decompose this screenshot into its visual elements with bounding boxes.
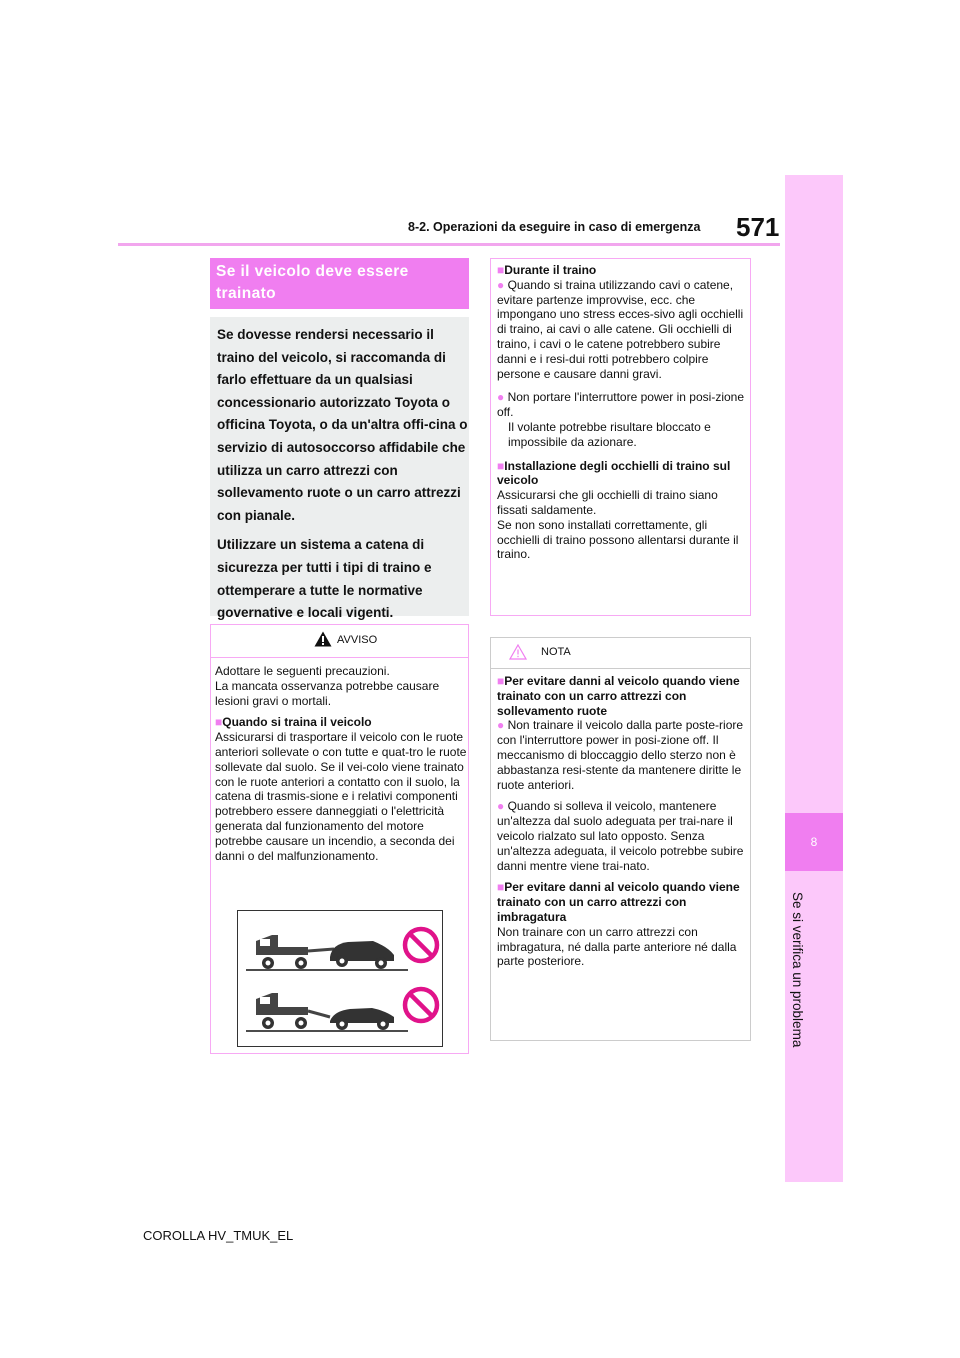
warning-header	[211, 625, 468, 658]
round-bullet-icon: ●	[497, 390, 505, 405]
warning-intro-2: La mancata osservanza potrebbe causare lesioni gravi o mortali.	[215, 678, 440, 708]
square-bullet-icon: ■	[497, 674, 505, 688]
towing-eyelet-subtitle: Installazione degli occhielli di traino sul veicolo	[497, 458, 731, 488]
section-title: 8-2. Operazioni da eseguire in caso di emergenza	[408, 220, 701, 234]
towing-bullet: Non portare l'interruttore power in posi-zione off.	[497, 390, 745, 420]
header-divider	[118, 243, 780, 246]
square-bullet-icon: ■	[497, 880, 505, 895]
tow-truck-prohibited-icon	[238, 911, 442, 1046]
towing-eyelet-text: Assicurarsi che gli occhielli di traino siano fissati saldamente.	[497, 488, 718, 517]
warning-text: Assicurarsi di trasportare il veicolo con le ruote anteriori sollevate o con tutte e quat-tro le ruote sollevate dal suolo. Se il vei-colo viene trainato con le ruote anteriori a contatto con il suolo, la catena di trasmis-sione e i relativi componenti potrebbero essere danneggiati o l'elettricità generata dal funzionamento del motore potrebbe causare un incendio, a seconda dei danni o del malfunzionamento.	[215, 730, 467, 863]
square-bullet-icon: ■	[215, 715, 223, 730]
chapter-number-tab[interactable]: 8	[785, 813, 843, 871]
round-bullet-icon: ●	[497, 799, 505, 814]
page-number: 571	[736, 212, 780, 242]
square-bullet-icon: ■	[497, 263, 505, 277]
warning-box	[210, 624, 469, 1054]
footer-model-code: COROLLA HV_TMUK_EL	[143, 1228, 294, 1243]
towing-eyelet-text-2: Se non sono installati correttamente, gli occhielli di traino possono allentarsi durante il traino.	[497, 517, 739, 562]
towing-bullet-cont: Il volante potrebbe risultare bloccato e impossibile da azionare.	[508, 419, 711, 449]
note-bullet: Quando si solleva il veicolo, mantenere un'altezza dal suolo adeguata per trai-nare il veicolo rialzato sul lato opposto. Senza un'altezza adeguata, il veicolo potrebbe subire danni mentre viene trai-nato.	[497, 799, 744, 873]
section-heading: Se il veicolo deve essere trainato	[210, 258, 469, 309]
note-subtitle: Per evitare danni al veicolo quando viene trainato con un carro attrezzi con imbragatura	[497, 880, 740, 924]
note-text: Non trainare con un carro attrezzi con imbragatura, né dalla parte anteriore né dalla parte posteriore.	[497, 924, 737, 969]
chapter-title: Se si verifica un problema	[790, 892, 805, 1048]
intro-box	[210, 317, 469, 621]
towing-illustration	[237, 910, 443, 1047]
note-subtitle: Per evitare danni al veicolo quando viene trainato con un carro attrezzi con sollevamento ruote	[497, 674, 740, 718]
caution-icon	[509, 644, 527, 660]
towing-precautions-box	[490, 258, 751, 616]
note-header	[491, 638, 750, 669]
square-bullet-icon: ■	[497, 458, 505, 473]
towing-bullet: Quando si traina utilizzando cavi o catene, evitare partenze improvvise, ecc. che impongano uno stress ecces-sivo agli occhielli di traino, ai cavi o alle catene. Gli occhielli di traino, i cavi o le catene potrebbero subire danni e i resi-dui rotti potrebbero colpire persone e causare danni gravi.	[497, 277, 744, 381]
towing-subtitle: Durante il traino	[504, 263, 597, 277]
intro-paragraph: Se dovesse rendersi necessario il traino del veicolo, si raccomanda di farlo effettuare da un qualsiasi concessionario autorizzato Toyota o officina Toyota, o da un'altra offi-cina o servizio di autosoccorso affidabile che utilizza un carro attrezzi con sollevamento ruote o un carro attrezzi con pianale.	[217, 327, 468, 523]
note-title: NOTA	[541, 646, 571, 658]
round-bullet-icon: ●	[497, 718, 505, 733]
note-bullet: Non trainare il veicolo dalla parte poste-riore con l'interruttore power in posi-zione off. Il meccanismo di bloccaggio dello sterzo non è abbastanza resi-stente da mantenere diritte le ruote anteriori.	[497, 718, 744, 792]
warning-intro: Adottare le seguenti precauzioni.	[215, 664, 390, 678]
intro-paragraph: Utilizzare un sistema a catena di sicurezza per tutti i tipi di traino e ottemperare a tutte le normative governative e locali vigenti.	[217, 537, 432, 621]
warning-icon	[314, 631, 332, 647]
note-box	[490, 637, 751, 1041]
round-bullet-icon: ●	[497, 277, 505, 292]
warning-title: AVVISO	[337, 634, 378, 646]
warning-subtitle: Quando si traina il veicolo	[222, 715, 372, 730]
